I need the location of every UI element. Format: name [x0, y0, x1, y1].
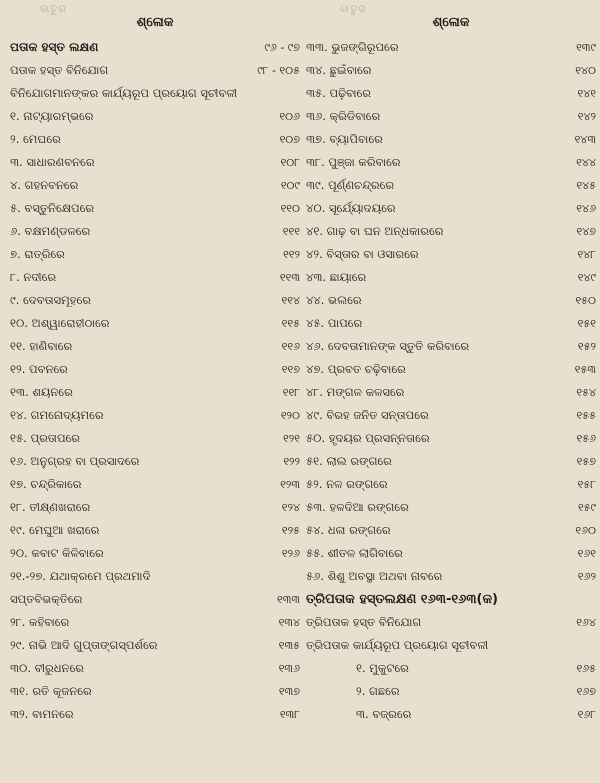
entry-label: ୩୭. ବ୍ୟାପିବାରେ [306, 132, 383, 146]
verse-number: ୧୪୧ [577, 87, 596, 100]
index-entry [10, 124, 300, 147]
index-entry [10, 55, 300, 78]
right-column [306, 14, 596, 722]
index-entry [306, 377, 596, 400]
verse-number: ୧୦୭ [279, 133, 300, 146]
index-entry [10, 78, 300, 101]
entry-label: ତ୍ରିପତାକ ହସ୍ତ ବିନିଯୋଗ [306, 615, 422, 629]
verse-number: ୧୪୭ [576, 225, 596, 238]
index-entry [10, 584, 300, 607]
entry-label: ୩୯. ପୂର୍ଣ୍ଣଚନ୍ଦ୍ରରେ [306, 178, 395, 192]
index-entry [10, 561, 300, 584]
index-entry [306, 561, 596, 584]
entry-list [306, 32, 596, 722]
entry-label: ୩୫. ପଢ଼ିବାରେ [306, 86, 372, 100]
index-entry [306, 124, 596, 147]
index-entry [306, 32, 596, 55]
entry-label: ୨୯. ନାଭି ଆଦି ଗୁପ୍ତାଙ୍ଗସ୍ପର୍ଶରେ [10, 638, 158, 652]
entry-label: ୩୦. ବୀରୁଧନରେ [10, 661, 84, 675]
entry-label: ୪. ଗହନବନରେ [10, 178, 79, 192]
entry-label: ୩୬. କ୍ରିଡିବାରେ [306, 109, 381, 123]
index-entry [10, 308, 300, 331]
entry-label: ୪୮. ମଙ୍ଗଳ କଳସରେ [306, 385, 405, 399]
entry-label: ବିନିଯୋଗମାନଙ୍କର କାର୍ଯ୍ୟରୂପ ପ୍ରୟୋଗ ସୂଚୀବଳୀ [10, 86, 238, 100]
entry-label: ୧୭. ଚନ୍ଦ୍ରିକାରେ [10, 477, 82, 491]
verse-number: ୧୬୧ [577, 547, 596, 560]
index-entry [306, 308, 596, 331]
index-entry [10, 446, 300, 469]
verse-number: ୧୪୮ [577, 248, 596, 261]
verse-number: ୧୩୮ [279, 708, 300, 721]
entry-label: ୪୨. ବିସ୍ତାର ବା ଓସାରରେ [306, 247, 419, 261]
index-entry [10, 216, 300, 239]
verse-number: ୧୬୨ [577, 570, 596, 583]
entry-label: ୩୨. ବାମନରେ [10, 707, 74, 721]
verse-number: ୧୧୦ [280, 202, 300, 215]
entry-label: ୪୬. ଦେବତାମାନଙ୍କ ସ୍ତୁତି କରିବାରେ [306, 339, 470, 353]
verse-number: ୧୩୯ [576, 41, 596, 54]
index-entry [306, 285, 596, 308]
index-entry [306, 78, 596, 101]
verse-number: ୧୪୪ [576, 156, 596, 169]
entry-label: ସପ୍ତବିଭକ୍ତିରେ [10, 592, 83, 606]
verse-number: ୧୨୧ [283, 432, 300, 445]
entry-label: ୪୩. ଛାୟାରେ [306, 270, 367, 284]
entry-list [10, 32, 300, 722]
entry-label: ୧୬. ଅନୁଗ୍ରହ ବା ପ୍ରସାଦରେ [10, 454, 140, 468]
entry-label: ୪୧. ଗାଢ଼ ବା ଘନ ଅନ୍ଧକାରରେ [306, 224, 444, 238]
index-entry [306, 469, 596, 492]
entry-label: ୬. ବକ୍ଷମଣ୍ଡଳରେ [10, 224, 91, 238]
entry-label: ୫୨. ନଳ ରଙ୍ଗରେ [306, 477, 388, 491]
entry-label: ୫୬. ଶିଶୁ ଅବସ୍ଥା ଅଥବା ନାବରେ [306, 569, 443, 583]
index-entry [306, 538, 596, 561]
index-entry [10, 515, 300, 538]
verse-number: ୧୧୫ [281, 317, 300, 330]
verse-number: ୧୬୫ [576, 662, 596, 675]
verse-number: ୧୬୪ [576, 616, 596, 629]
entry-label: ୩. ବଜ୍ରରେ [356, 707, 412, 721]
column-header: ଶ୍ଳୋକ [432, 15, 470, 30]
entry-label: ୧୧. ହାଣିବାରେ [10, 339, 73, 353]
verse-number: ୧୧୬ [281, 340, 300, 353]
index-entry [10, 193, 300, 216]
entry-label: ୩. ସାଧାରଣବନରେ [10, 155, 95, 169]
entry-label: ୧୪. ଗମନୋଦ୍ୟମରେ [10, 408, 104, 422]
index-entry [10, 699, 300, 722]
index-entry [10, 538, 300, 561]
verse-number: ୧୧୭ [281, 363, 300, 376]
verse-number: ୧୨୬ [281, 547, 300, 560]
verse-number: ୧୩୩ [276, 593, 300, 606]
index-entry [10, 331, 300, 354]
entry-label: ୨. ଗଛରେ [356, 684, 400, 698]
index-entry [306, 653, 596, 676]
verse-number: ୧୪୯ [577, 271, 596, 284]
index-entry [10, 262, 300, 285]
index-entry [306, 607, 596, 630]
index-entry [10, 469, 300, 492]
index-entry [306, 262, 596, 285]
index-entry [10, 676, 300, 699]
index-entry [10, 147, 300, 170]
entry-label: ୩୮. ପୁଞ୍ଜା କରିବାରେ [306, 155, 401, 169]
entry-label: ୪୯. ବିରହ ଜନିତ ସନ୍ତାପରେ [306, 408, 429, 422]
index-entry [10, 607, 300, 630]
entry-label: ୧୩. ଶୟନରେ [10, 385, 73, 399]
verse-number: ୧୩୫ [278, 639, 300, 652]
index-entry [306, 170, 596, 193]
entry-label: ୭. ରାତ୍ରିରେ [10, 247, 65, 261]
verse-number: ୧୧୪ [281, 294, 300, 307]
verse-number: ୧୬୭ [576, 685, 596, 698]
verse-number: ୯୮ - ୧୦୫ [257, 64, 300, 77]
entry-label: ୧୮. ତୀକ୍ଷ୍ଣଖରାରେ [10, 500, 91, 514]
index-entry [306, 630, 596, 653]
index-entry [306, 101, 596, 124]
verse-number: ୧୩୬ [278, 662, 300, 675]
verse-number: ୧୧୮ [282, 386, 300, 399]
index-entry [10, 354, 300, 377]
entry-label: ୮. ନଦୀରେ [10, 270, 57, 284]
entry-label: ତ୍ରିପତାକ ହସ୍ତଲକ୍ଷଣ ୧୬୩-୧୬୩(କ) [306, 592, 499, 607]
index-entry [306, 515, 596, 538]
index-entry [10, 630, 300, 653]
index-entry [10, 377, 300, 400]
verse-number: ୧୦୯ [280, 179, 300, 192]
index-entry [10, 101, 300, 124]
verse-number: ୧୫୮ [577, 478, 596, 491]
entry-label: ୯. ଦେବତାସମୂହରେ [10, 293, 91, 307]
verse-number: ୧୫୧ [577, 317, 596, 330]
verse-number: ୧୪୫ [576, 179, 596, 192]
verse-number: ୧୫୭ [576, 455, 596, 468]
verse-number: ୧୨୫ [281, 524, 300, 537]
verse-number: ୧୬୮ [577, 708, 596, 721]
bleed-through-text: ଜାତୁର [340, 4, 367, 15]
index-entry [306, 55, 596, 78]
entry-label: ୧୨. ପବନରେ [10, 362, 68, 376]
index-entry [306, 676, 596, 699]
verse-number: ୧୦୬ [279, 110, 300, 123]
index-entry [306, 216, 596, 239]
entry-label: ୪୪. ଭଲରେ [306, 293, 362, 307]
column-header: ଶ୍ଳୋକ [136, 15, 174, 30]
index-entry [306, 331, 596, 354]
index-entry [306, 446, 596, 469]
index-entry [306, 147, 596, 170]
verse-number: ୧୪୬ [576, 202, 596, 215]
entry-label: ୩୪. ଛୁଇଁବାରେ [306, 63, 372, 77]
entry-label: ୨୧.-୨୭. ଯଥାକ୍ରମେ ପ୍ରଥମାଦି [10, 569, 151, 583]
verse-number: ୧୩୪ [278, 616, 300, 629]
verse-number: ୧୫୨ [577, 340, 596, 353]
verse-number: ୧୫୫ [576, 409, 596, 422]
entry-label: ୩୧. ରତି କୂଜନରେ [10, 684, 92, 698]
entry-label: ପତାକ ହସ୍ତ ବିନିଯୋଗ [10, 63, 109, 77]
verse-number: ୧୬୦ [575, 524, 596, 537]
index-entry [306, 584, 596, 607]
entry-label: ୫. ବସ୍ତୁନିକ୍ଷେପରେ [10, 201, 95, 215]
entry-label: ୪୫. ପାପରେ [306, 316, 363, 330]
entry-label: ପତାକ ହସ୍ତ ଲକ୍ଷଣ [10, 40, 99, 54]
index-entry [10, 285, 300, 308]
entry-label: ୪୦. ସୂର୍ଯ୍ୟୋଦୟରେ [306, 201, 396, 215]
verse-number: ୧୧୨ [283, 248, 300, 261]
entry-label: ୪୭. ପ୍ରବତ ଚଢ଼ିବାରେ [306, 362, 406, 376]
entry-label: ୫୦. ହୃଦୟର ପ୍ରସନ୍ନତାରେ [306, 431, 430, 445]
index-entry [306, 193, 596, 216]
verse-number: ୧୨୦ [280, 409, 300, 422]
verse-number: ୧୫୦ [575, 294, 596, 307]
verse-number: ୧୧୧ [282, 225, 300, 238]
verse-number: ୧୫୬ [576, 432, 596, 445]
verse-number: ୧୪୨ [577, 110, 596, 123]
verse-number: ୧୪୩ [574, 133, 596, 146]
index-entry [10, 492, 300, 515]
entry-label: ୧୯. ମେଘୁଆ ଖରାରେ [10, 523, 100, 537]
index-entry [306, 492, 596, 515]
index-entry [10, 170, 300, 193]
index-entry [10, 423, 300, 446]
index-entry [10, 239, 300, 262]
verse-number: ୯୬ - ୯୭ [264, 41, 300, 54]
left-column [10, 14, 300, 722]
verse-number: ୧୫୪ [576, 386, 596, 399]
index-entry [10, 32, 300, 55]
entry-label: ୫୧. ଲାଲ ରଙ୍ଗରେ [306, 454, 392, 468]
entry-label: ୨. ମେଘରେ [10, 132, 61, 146]
entry-label: ତ୍ରିପତାକ କାର୍ଯ୍ୟରୂପ ପ୍ରୟୋଗ ସୂଚୀବଳୀ [306, 638, 489, 652]
entry-label: ୫୪. ଧଳା ରଙ୍ଗରେ [306, 523, 391, 537]
index-entry [10, 653, 300, 676]
index-entry [306, 354, 596, 377]
verse-number: ୧୫୯ [577, 501, 596, 514]
entry-label: ୧୫. ପ୍ରତାପରେ [10, 431, 81, 445]
verse-number: ୧୩୭ [278, 685, 300, 698]
entry-label: ୧୦. ଅଶ୍ୱାରୋହୀଠାରେ [10, 316, 110, 330]
verse-number: ୧୧୩ [279, 271, 300, 284]
entry-label: ୫୩. ହଳଦିଆ ରଙ୍ଗରେ [306, 500, 409, 514]
bleed-through-text: ଜାତୁର [40, 4, 67, 15]
verse-number: ୧୫୩ [574, 363, 596, 376]
index-entry [306, 423, 596, 446]
index-entry [306, 400, 596, 423]
index-entry [306, 699, 596, 722]
entry-label: ୫୫. ଶୀତଳ ଲାଗିବାରେ [306, 546, 403, 560]
verse-number: ୧୪୦ [575, 64, 596, 77]
entry-label: ୧. ମୁକୁଟରେ [356, 661, 409, 675]
verse-number: ୧୦୮ [280, 156, 300, 169]
entry-label: ୩୩. ଭୁଜଙ୍ଗିରୂପରେ [306, 40, 399, 54]
index-entry [10, 400, 300, 423]
index-entry [306, 239, 596, 262]
entry-label: ୨୦. କବାଟ କିଳିବାରେ [10, 546, 104, 560]
entry-label: ୨୮. କହିବାରେ [10, 615, 70, 629]
verse-number: ୧୨୨ [283, 455, 300, 468]
entry-label: ୧. ନାଟ୍ୟାରମ୍ଭରେ [10, 109, 94, 123]
verse-number: ୧୨୩ [280, 478, 300, 491]
verse-number: ୧୨୪ [281, 501, 300, 514]
